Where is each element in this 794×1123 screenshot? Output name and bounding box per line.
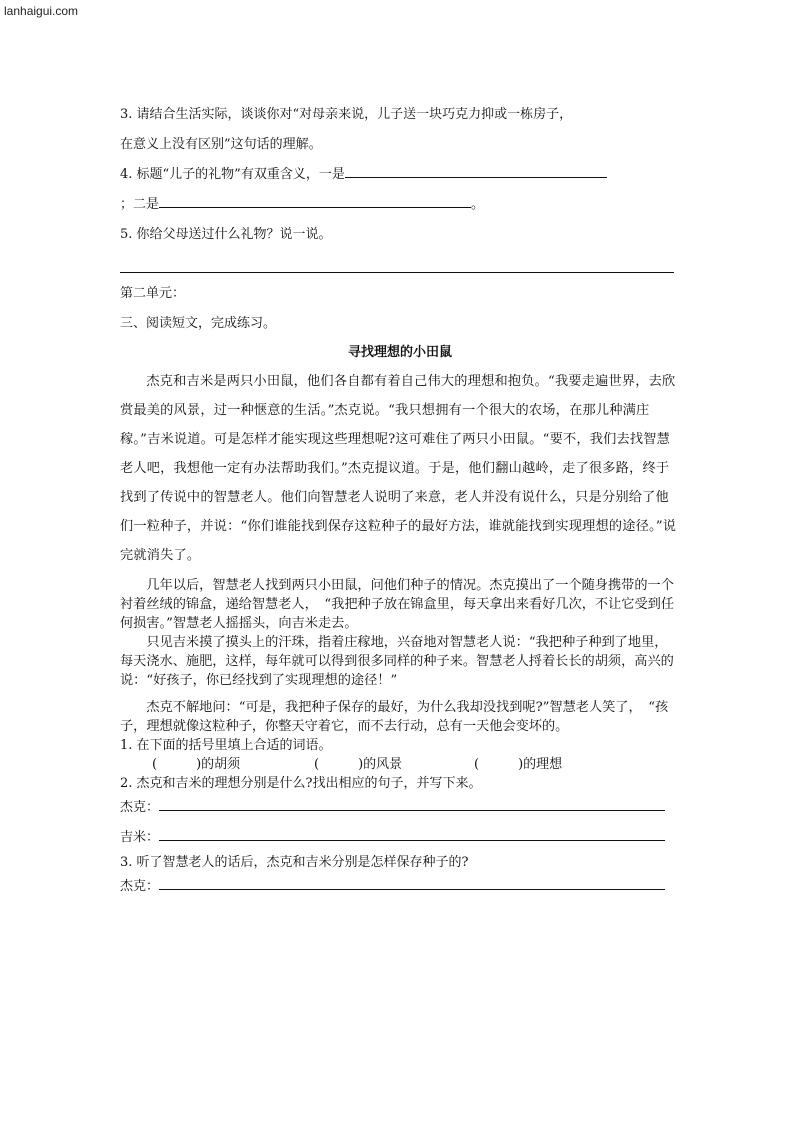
- exercise-1: 1. 在下面的括号里填上合适的词语。: [120, 738, 332, 753]
- exercise-1-blanks: [120, 755, 680, 774]
- question-4-text: 4. 标题“儿子的礼物”有双重含义，一是: [120, 167, 345, 182]
- exercise-2: 2. 杰克和吉米的理想分别是什么?找出相应的句子，并写下来。: [120, 776, 482, 791]
- question-4-second-prefix: ；二是: [120, 197, 160, 212]
- exercise-2-jimmy-row: [120, 823, 680, 853]
- exercise-2-jack-row: [120, 793, 680, 823]
- story-paragraph-4: 杰克不解地问：“可是，我把种子保存的最好，为什么我却没找到呢?”智慧老人笑了， “孩子，理想就像这粒种子，你整天守着它，而不去行动，总有一天他会变坏的。: [120, 700, 669, 734]
- answer-line[interactable]: [120, 250, 674, 273]
- section-heading: 三、阅读短文，完成练习。: [120, 316, 277, 331]
- jack-answer-line[interactable]: [159, 888, 665, 890]
- answer-blank[interactable]: [345, 176, 607, 178]
- jimmy-label: 吉米：: [120, 830, 160, 845]
- exercise-3: 3. 听了智慧老人的话后，杰克和吉米分别是怎样保存种子的?: [120, 855, 469, 870]
- question-3-line-2: 在意义上没有区别”这句话的理解。: [120, 137, 322, 152]
- exercise-3-jack-row: [120, 872, 680, 902]
- answer-blank[interactable]: [159, 206, 471, 208]
- question-5: 5. 你给父母送过什么礼物？说一说。: [120, 227, 332, 242]
- story-paragraph-2: 几年以后，智慧老人找到两只小田鼠，问他们种子的情况。杰克摸出了一个随身携带的一个衬着丝绒的锦盒，递给智慧老人， “我把种子放在锦盒里，每天拿出来看好几次，不让它受到任何损害。”智慧老人摇摇头，向吉米走去。: [120, 578, 675, 631]
- story-paragraph-1: 杰克和吉米是两只小田鼠，他们各自都有着自己伟大的理想和抱负。“我要走遍世界，去欣赏最美的风景，过一种惬意的生活。”杰克说。“我只想拥有一个很大的农场，在那儿种满庄稼。”吉米说道。可是怎样才能实现这些理想呢?这可难住了两只小田鼠。“要不，我们去找智慧老人吧，我想他一定有办法帮助我们。”杰克提议道。于是，他们翻山越岭，走了很多路，终于找到了传说中的智慧老人。他们向智慧老人说明了来意，老人并没有说什么，只是分别给了他们一粒种子，并说：“你们谁能找到保存这粒种子的最好方法，谁就能找到实现理想的途径。”说完就消失了。: [120, 374, 677, 563]
- blank-ideal[interactable]: ( )的理想: [474, 757, 563, 772]
- blank-scenery[interactable]: ( )的风景: [314, 757, 403, 772]
- story-title: 寻找理想的小田鼠: [347, 345, 452, 360]
- jack-label: 杰克：: [120, 879, 160, 894]
- story-paragraph-3: 只见吉米摸了摸头上的汗珠，指着庄稼地，兴奋地对智慧老人说：“我把种子种到了地里， 每天浇水、施肥，这样，每年就可以得到很多同样的种子来。智慧老人捋着长长的胡须，高兴的说：“好孩子，你已经找到了实现理想的途径！”: [120, 635, 675, 688]
- question-4-second-suffix: 。: [471, 197, 485, 212]
- question-4-line-1: [120, 160, 680, 190]
- question-4-line-2: [120, 190, 680, 220]
- unit-heading: 第二单元：: [120, 286, 186, 301]
- jimmy-answer-line[interactable]: [159, 839, 665, 841]
- jack-label: 杰克：: [120, 800, 160, 815]
- blank-beard[interactable]: ( )的胡须: [152, 757, 241, 772]
- question-3-line-1: 3. 请结合生活实际，谈谈你对“对母亲来说，儿子送一块巧克力抑或一栋房子，: [120, 107, 573, 122]
- jack-answer-line[interactable]: [159, 809, 665, 811]
- worksheet-page: [120, 100, 680, 902]
- watermark: lanhaigui.com: [4, 4, 79, 18]
